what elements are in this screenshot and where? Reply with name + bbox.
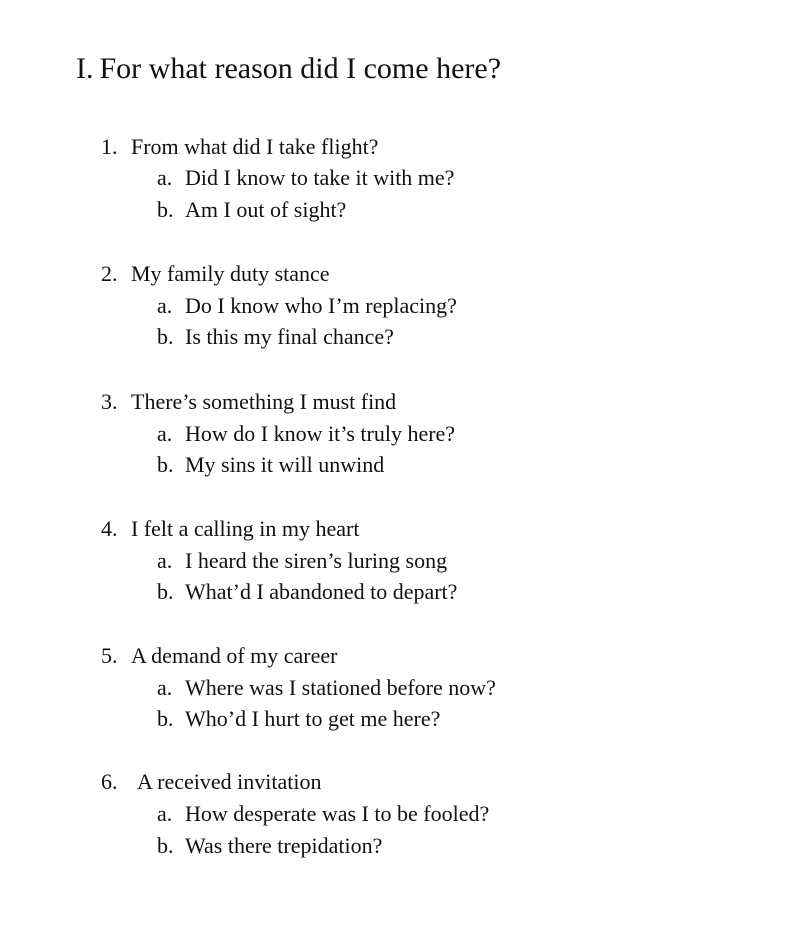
outline-subitem-4b: [157, 576, 457, 608]
subitem-text: How desperate was I to be fooled?: [185, 801, 490, 826]
subitem-letter: a.: [157, 548, 173, 573]
item-number: 6.: [101, 769, 118, 794]
item-number: 1.: [101, 134, 118, 159]
item-number: 5.: [101, 643, 118, 668]
outline-item-2: [101, 258, 330, 290]
outline-subitem-6a: [157, 798, 489, 830]
subitem-text: Am I out of sight?: [185, 197, 347, 222]
subitem-text: Was there trepidation?: [185, 833, 383, 858]
subitem-letter: b.: [157, 833, 174, 858]
item-number: 3.: [101, 389, 118, 414]
item-text: My family duty stance: [131, 261, 330, 286]
item-text: There’s something I must find: [131, 389, 397, 414]
subitem-letter: a.: [157, 421, 173, 446]
subitem-text: Is this my final chance?: [185, 324, 394, 349]
subitem-text: What’d I abandoned to depart?: [185, 579, 458, 604]
item-text: I felt a calling in my heart: [131, 516, 360, 541]
outline-subitem-4a: [157, 545, 447, 577]
outline-item-5: [101, 640, 337, 672]
outline-subitem-1a: [157, 162, 454, 194]
subitem-text: How do I know it’s truly here?: [185, 421, 456, 446]
subitem-text: My sins it will unwind: [185, 452, 385, 477]
subitem-letter: a.: [157, 165, 173, 190]
outline-heading: [76, 50, 501, 88]
subitem-letter: b.: [157, 452, 174, 477]
subitem-text: Where was I stationed before now?: [185, 675, 496, 700]
item-text: A demand of my career: [131, 643, 338, 668]
outline-subitem-5b: [157, 703, 440, 735]
subitem-letter: b.: [157, 706, 174, 731]
item-number: 4.: [101, 516, 118, 541]
outline-subitem-2a: [157, 290, 457, 322]
item-text: From what did I take flight?: [131, 134, 379, 159]
outline-item-1: [101, 131, 378, 163]
item-number: 2.: [101, 261, 118, 286]
subitem-letter: a.: [157, 293, 173, 318]
outline-item-6: [101, 766, 322, 798]
outline-subitem-3a: [157, 418, 455, 450]
outline-subitem-3b: [157, 449, 384, 481]
subitem-letter: b.: [157, 579, 174, 604]
outline-subitem-5a: [157, 672, 496, 704]
subitem-text: Who’d I hurt to get me here?: [185, 706, 441, 731]
outline-subitem-1b: [157, 194, 346, 226]
subitem-letter: b.: [157, 197, 174, 222]
outline-item-4: [101, 513, 359, 545]
outline-subitem-2b: [157, 321, 394, 353]
heading-text: For what reason did I come here?: [99, 52, 502, 85]
subitem-text: I heard the siren’s luring song: [185, 548, 448, 573]
item-text: A received invitation: [137, 769, 322, 794]
subitem-letter: b.: [157, 324, 174, 349]
subitem-letter: a.: [157, 675, 173, 700]
subitem-text: Do I know who I’m replacing?: [185, 293, 457, 318]
outline-subitem-6b: [157, 830, 382, 862]
outline-item-3: [101, 386, 396, 418]
subitem-letter: a.: [157, 801, 173, 826]
heading-number: I.: [76, 52, 94, 85]
subitem-text: Did I know to take it with me?: [185, 165, 455, 190]
